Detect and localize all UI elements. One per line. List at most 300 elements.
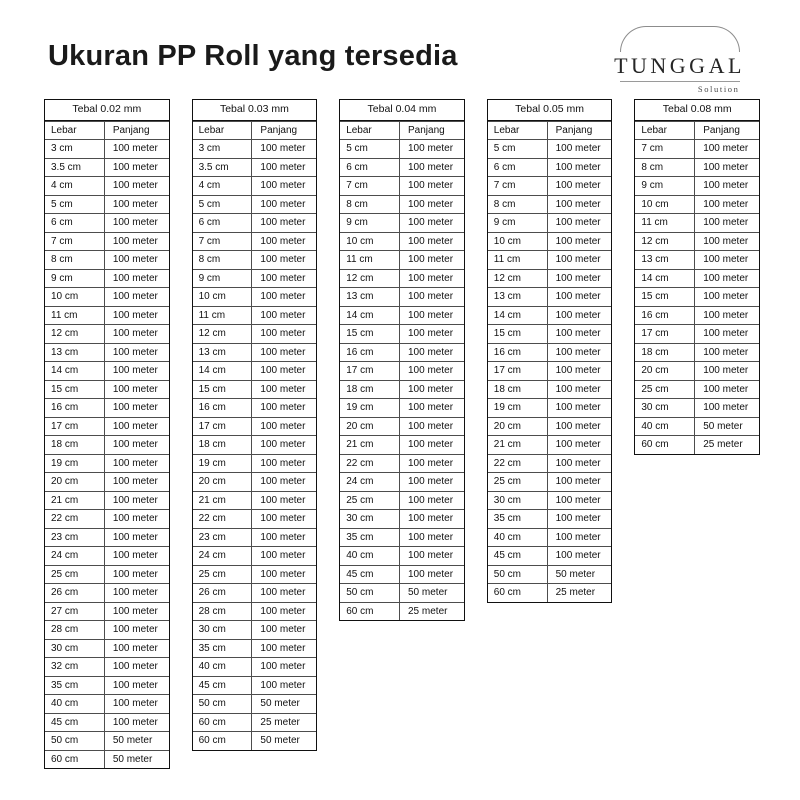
table-row <box>193 436 317 455</box>
cell-panjang: 100 meter <box>400 528 464 547</box>
cell-panjang: 100 meter <box>400 325 464 344</box>
table-row <box>45 584 169 603</box>
cell-lebar: 45 cm <box>488 547 547 566</box>
cell-panjang: 100 meter <box>695 177 759 196</box>
cell-panjang: 100 meter <box>400 380 464 399</box>
cell-lebar: 16 cm <box>45 399 104 418</box>
cell-lebar: 14 cm <box>340 306 399 325</box>
cell-lebar: 15 cm <box>45 380 104 399</box>
table-row <box>193 306 317 325</box>
cell-panjang: 100 meter <box>695 195 759 214</box>
table-row <box>193 269 317 288</box>
cell-lebar: 15 cm <box>635 288 694 307</box>
cell-lebar: 35 cm <box>193 639 252 658</box>
table-row <box>340 491 464 510</box>
cell-panjang: 50 meter <box>400 584 464 603</box>
cell-lebar: 15 cm <box>340 325 399 344</box>
cell-lebar: 30 cm <box>340 510 399 529</box>
cell-panjang: 100 meter <box>252 454 316 473</box>
table-row <box>488 491 612 510</box>
cell-lebar: 16 cm <box>488 343 547 362</box>
cell-panjang: 100 meter <box>547 269 611 288</box>
cell-panjang: 100 meter <box>547 177 611 196</box>
cell-panjang: 100 meter <box>104 547 168 566</box>
table-row <box>635 214 759 233</box>
column-header-lebar: Lebar <box>193 121 252 140</box>
column-header-lebar: Lebar <box>45 121 104 140</box>
cell-lebar: 11 cm <box>340 251 399 270</box>
cell-panjang: 100 meter <box>400 547 464 566</box>
cell-panjang: 100 meter <box>400 214 464 233</box>
cell-panjang: 100 meter <box>547 454 611 473</box>
column-header-lebar: Lebar <box>488 121 547 140</box>
cell-lebar: 8 cm <box>488 195 547 214</box>
table-row <box>340 288 464 307</box>
cell-lebar: 17 cm <box>45 417 104 436</box>
table-row <box>340 251 464 270</box>
table-row <box>488 528 612 547</box>
tables-container <box>44 99 760 769</box>
sizes-table <box>340 121 464 621</box>
sizes-table <box>488 121 612 602</box>
table-row <box>193 491 317 510</box>
cell-panjang: 100 meter <box>547 510 611 529</box>
table-row <box>340 232 464 251</box>
table-row <box>340 565 464 584</box>
table-row <box>193 602 317 621</box>
table-row <box>45 602 169 621</box>
table-row <box>45 510 169 529</box>
cell-lebar: 13 cm <box>193 343 252 362</box>
cell-panjang: 100 meter <box>252 269 316 288</box>
table-row <box>340 417 464 436</box>
cell-panjang: 100 meter <box>104 528 168 547</box>
cell-panjang: 100 meter <box>547 158 611 177</box>
cell-panjang: 100 meter <box>400 454 464 473</box>
cell-lebar: 17 cm <box>635 325 694 344</box>
cell-lebar: 6 cm <box>193 214 252 233</box>
cell-lebar: 5 cm <box>45 195 104 214</box>
table-row <box>488 547 612 566</box>
cell-panjang: 100 meter <box>547 473 611 492</box>
table-row <box>193 695 317 714</box>
cell-panjang: 100 meter <box>252 639 316 658</box>
table-row <box>635 232 759 251</box>
cell-lebar: 35 cm <box>45 676 104 695</box>
table-row <box>635 380 759 399</box>
table-row <box>193 417 317 436</box>
column-header-panjang: Panjang <box>547 121 611 140</box>
cell-lebar: 8 cm <box>193 251 252 270</box>
cell-lebar: 10 cm <box>635 195 694 214</box>
table-row <box>45 399 169 418</box>
table-row <box>193 584 317 603</box>
cell-panjang: 100 meter <box>104 584 168 603</box>
cell-lebar: 6 cm <box>45 214 104 233</box>
cell-lebar: 3 cm <box>45 140 104 159</box>
cell-lebar: 50 cm <box>45 732 104 751</box>
cell-lebar: 16 cm <box>340 343 399 362</box>
cell-panjang: 100 meter <box>252 195 316 214</box>
table-row <box>193 232 317 251</box>
cell-lebar: 10 cm <box>488 232 547 251</box>
cell-lebar: 40 cm <box>340 547 399 566</box>
cell-panjang: 100 meter <box>695 343 759 362</box>
cell-panjang: 100 meter <box>252 362 316 381</box>
table-row <box>193 676 317 695</box>
cell-panjang: 100 meter <box>252 140 316 159</box>
cell-lebar: 14 cm <box>488 306 547 325</box>
table-row <box>488 417 612 436</box>
table-row <box>488 140 612 159</box>
cell-panjang: 100 meter <box>104 602 168 621</box>
cell-lebar: 10 cm <box>340 232 399 251</box>
cell-panjang: 100 meter <box>104 713 168 732</box>
table-row <box>193 565 317 584</box>
cell-lebar: 10 cm <box>45 288 104 307</box>
table-row <box>193 343 317 362</box>
table-row <box>488 399 612 418</box>
cell-panjang: 100 meter <box>104 362 168 381</box>
cell-lebar: 60 cm <box>193 732 252 750</box>
table-row <box>45 621 169 640</box>
cell-lebar: 18 cm <box>488 380 547 399</box>
arc-icon <box>620 26 740 52</box>
table-row <box>45 565 169 584</box>
cell-lebar: 50 cm <box>340 584 399 603</box>
cell-lebar: 26 cm <box>45 584 104 603</box>
table-row <box>193 528 317 547</box>
cell-panjang: 100 meter <box>400 158 464 177</box>
cell-panjang: 100 meter <box>695 325 759 344</box>
cell-lebar: 6 cm <box>488 158 547 177</box>
cell-lebar: 18 cm <box>45 436 104 455</box>
table-row <box>193 288 317 307</box>
cell-lebar: 45 cm <box>45 713 104 732</box>
table-header-row <box>488 121 612 140</box>
cell-lebar: 24 cm <box>45 547 104 566</box>
cell-panjang: 100 meter <box>104 269 168 288</box>
cell-panjang: 100 meter <box>695 399 759 418</box>
cell-lebar: 14 cm <box>193 362 252 381</box>
table-row <box>45 158 169 177</box>
table-row <box>45 454 169 473</box>
sizes-table <box>45 121 169 769</box>
cell-panjang: 100 meter <box>695 140 759 159</box>
table-row <box>488 232 612 251</box>
cell-lebar: 27 cm <box>45 602 104 621</box>
cell-lebar: 22 cm <box>45 510 104 529</box>
cell-lebar: 18 cm <box>340 380 399 399</box>
table-row <box>193 547 317 566</box>
cell-panjang: 100 meter <box>252 343 316 362</box>
table-row <box>193 399 317 418</box>
table-row <box>340 473 464 492</box>
cell-lebar: 25 cm <box>45 565 104 584</box>
table-row <box>45 473 169 492</box>
cell-panjang: 100 meter <box>104 399 168 418</box>
cell-panjang: 100 meter <box>547 362 611 381</box>
cell-panjang: 100 meter <box>695 269 759 288</box>
table-row <box>193 362 317 381</box>
cell-lebar: 20 cm <box>635 362 694 381</box>
cell-lebar: 19 cm <box>340 399 399 418</box>
cell-panjang: 100 meter <box>104 232 168 251</box>
table-row <box>340 306 464 325</box>
cell-panjang: 100 meter <box>252 380 316 399</box>
cell-panjang: 100 meter <box>400 251 464 270</box>
table-row <box>340 602 464 620</box>
cell-panjang: 100 meter <box>252 232 316 251</box>
cell-panjang: 100 meter <box>400 362 464 381</box>
column-header-panjang: Panjang <box>252 121 316 140</box>
cell-panjang: 100 meter <box>547 417 611 436</box>
cell-panjang: 100 meter <box>547 380 611 399</box>
cell-lebar: 12 cm <box>340 269 399 288</box>
cell-lebar: 13 cm <box>45 343 104 362</box>
table-row <box>488 288 612 307</box>
cell-panjang: 100 meter <box>104 639 168 658</box>
cell-lebar: 4 cm <box>193 177 252 196</box>
cell-lebar: 12 cm <box>635 232 694 251</box>
cell-panjang: 100 meter <box>252 547 316 566</box>
cell-lebar: 17 cm <box>193 417 252 436</box>
cell-lebar: 45 cm <box>193 676 252 695</box>
table-row <box>340 399 464 418</box>
table-row <box>340 177 464 196</box>
cell-lebar: 35 cm <box>488 510 547 529</box>
cell-lebar: 22 cm <box>340 454 399 473</box>
table-row <box>488 584 612 602</box>
table-row <box>340 140 464 159</box>
thickness-table <box>44 99 170 769</box>
cell-panjang: 100 meter <box>252 584 316 603</box>
cell-lebar: 23 cm <box>45 528 104 547</box>
cell-panjang: 100 meter <box>252 658 316 677</box>
cell-lebar: 9 cm <box>488 214 547 233</box>
column-header-lebar: Lebar <box>635 121 694 140</box>
cell-lebar: 13 cm <box>340 288 399 307</box>
cell-panjang: 50 meter <box>252 695 316 714</box>
table-row <box>45 639 169 658</box>
cell-panjang: 100 meter <box>252 676 316 695</box>
table-row <box>45 676 169 695</box>
cell-lebar: 14 cm <box>45 362 104 381</box>
cell-panjang: 25 meter <box>547 584 611 602</box>
table-header-row <box>635 121 759 140</box>
cell-panjang: 100 meter <box>104 417 168 436</box>
table-row <box>193 195 317 214</box>
table-row <box>340 436 464 455</box>
table-row <box>635 343 759 362</box>
cell-panjang: 100 meter <box>252 510 316 529</box>
cell-lebar: 11 cm <box>635 214 694 233</box>
cell-panjang: 100 meter <box>547 214 611 233</box>
cell-lebar: 13 cm <box>635 251 694 270</box>
cell-lebar: 12 cm <box>488 269 547 288</box>
cell-lebar: 30 cm <box>193 621 252 640</box>
cell-panjang: 100 meter <box>252 399 316 418</box>
cell-panjang: 100 meter <box>104 380 168 399</box>
table-row <box>635 177 759 196</box>
page-title: Ukuran PP Roll yang tersedia <box>48 40 458 72</box>
table-title: Tebal 0.08 mm <box>635 100 759 121</box>
table-row <box>635 288 759 307</box>
table-row <box>635 362 759 381</box>
cell-panjang: 100 meter <box>104 454 168 473</box>
table-row <box>45 547 169 566</box>
cell-lebar: 3 cm <box>193 140 252 159</box>
thickness-table <box>192 99 318 751</box>
cell-lebar: 60 cm <box>340 602 399 620</box>
cell-panjang: 100 meter <box>400 343 464 362</box>
table-row <box>488 380 612 399</box>
table-row <box>635 417 759 436</box>
cell-lebar: 24 cm <box>193 547 252 566</box>
cell-lebar: 9 cm <box>340 214 399 233</box>
table-row <box>488 214 612 233</box>
cell-panjang: 100 meter <box>400 195 464 214</box>
cell-lebar: 16 cm <box>193 399 252 418</box>
table-row <box>340 528 464 547</box>
cell-panjang: 100 meter <box>252 491 316 510</box>
table-row <box>340 214 464 233</box>
cell-panjang: 25 meter <box>400 602 464 620</box>
cell-lebar: 26 cm <box>193 584 252 603</box>
table-row <box>340 510 464 529</box>
cell-lebar: 45 cm <box>340 565 399 584</box>
table-row <box>45 491 169 510</box>
cell-lebar: 60 cm <box>45 750 104 768</box>
brand-tagline: Solution <box>697 84 740 95</box>
cell-lebar: 25 cm <box>193 565 252 584</box>
table-row <box>488 454 612 473</box>
cell-panjang: 100 meter <box>695 214 759 233</box>
table-row <box>193 158 317 177</box>
cell-lebar: 12 cm <box>45 325 104 344</box>
table-header-row <box>340 121 464 140</box>
cell-panjang: 100 meter <box>252 528 316 547</box>
cell-lebar: 60 cm <box>635 436 694 454</box>
cell-lebar: 30 cm <box>635 399 694 418</box>
cell-lebar: 19 cm <box>488 399 547 418</box>
cell-panjang: 100 meter <box>547 547 611 566</box>
cell-panjang: 100 meter <box>252 177 316 196</box>
cell-panjang: 100 meter <box>252 436 316 455</box>
table-row <box>193 454 317 473</box>
cell-panjang: 100 meter <box>547 325 611 344</box>
cell-lebar: 8 cm <box>340 195 399 214</box>
cell-panjang: 100 meter <box>547 251 611 270</box>
cell-lebar: 60 cm <box>488 584 547 602</box>
cell-panjang: 100 meter <box>400 232 464 251</box>
cell-panjang: 100 meter <box>252 288 316 307</box>
cell-lebar: 21 cm <box>193 491 252 510</box>
cell-panjang: 50 meter <box>252 732 316 750</box>
cell-panjang: 100 meter <box>547 306 611 325</box>
cell-lebar: 8 cm <box>45 251 104 270</box>
table-row <box>45 362 169 381</box>
table-row <box>45 177 169 196</box>
table-row <box>488 195 612 214</box>
table-row <box>488 362 612 381</box>
column-header-panjang: Panjang <box>104 121 168 140</box>
cell-lebar: 28 cm <box>193 602 252 621</box>
table-row <box>340 547 464 566</box>
cell-lebar: 4 cm <box>45 177 104 196</box>
cell-lebar: 11 cm <box>193 306 252 325</box>
thickness-table <box>339 99 465 621</box>
cell-panjang: 100 meter <box>252 417 316 436</box>
cell-panjang: 100 meter <box>104 658 168 677</box>
table-row <box>45 140 169 159</box>
table-row <box>635 269 759 288</box>
table-row <box>635 306 759 325</box>
cell-lebar: 11 cm <box>488 251 547 270</box>
cell-panjang: 100 meter <box>695 380 759 399</box>
table-row <box>340 195 464 214</box>
table-header-row <box>45 121 169 140</box>
cell-panjang: 100 meter <box>695 288 759 307</box>
cell-panjang: 50 meter <box>695 417 759 436</box>
table-row <box>45 750 169 768</box>
cell-panjang: 100 meter <box>104 158 168 177</box>
table-header-row <box>193 121 317 140</box>
cell-lebar: 30 cm <box>45 639 104 658</box>
table-title: Tebal 0.04 mm <box>340 100 464 121</box>
table-row <box>488 565 612 584</box>
cell-lebar: 28 cm <box>45 621 104 640</box>
table-row <box>340 380 464 399</box>
cell-lebar: 3.5 cm <box>193 158 252 177</box>
cell-lebar: 17 cm <box>340 362 399 381</box>
cell-lebar: 40 cm <box>193 658 252 677</box>
table-row <box>635 140 759 159</box>
cell-panjang: 100 meter <box>252 306 316 325</box>
table-row <box>193 713 317 732</box>
cell-lebar: 60 cm <box>193 713 252 732</box>
thickness-table <box>487 99 613 603</box>
table-row <box>488 510 612 529</box>
table-row <box>488 269 612 288</box>
cell-panjang: 100 meter <box>104 510 168 529</box>
cell-lebar: 11 cm <box>45 306 104 325</box>
cell-panjang: 100 meter <box>252 325 316 344</box>
cell-lebar: 7 cm <box>340 177 399 196</box>
cell-panjang: 100 meter <box>104 325 168 344</box>
sizes-table <box>193 121 317 750</box>
cell-lebar: 21 cm <box>488 436 547 455</box>
cell-lebar: 6 cm <box>340 158 399 177</box>
cell-panjang: 100 meter <box>547 195 611 214</box>
table-row <box>488 177 612 196</box>
cell-panjang: 100 meter <box>104 140 168 159</box>
table-row <box>45 269 169 288</box>
table-row <box>635 195 759 214</box>
cell-lebar: 24 cm <box>340 473 399 492</box>
cell-lebar: 13 cm <box>488 288 547 307</box>
cell-panjang: 50 meter <box>104 750 168 768</box>
table-row <box>488 158 612 177</box>
cell-panjang: 100 meter <box>252 621 316 640</box>
table-row <box>193 140 317 159</box>
table-row <box>45 658 169 677</box>
table-row <box>488 436 612 455</box>
cell-lebar: 25 cm <box>635 380 694 399</box>
cell-panjang: 100 meter <box>104 695 168 714</box>
table-row <box>635 158 759 177</box>
cell-panjang: 50 meter <box>104 732 168 751</box>
